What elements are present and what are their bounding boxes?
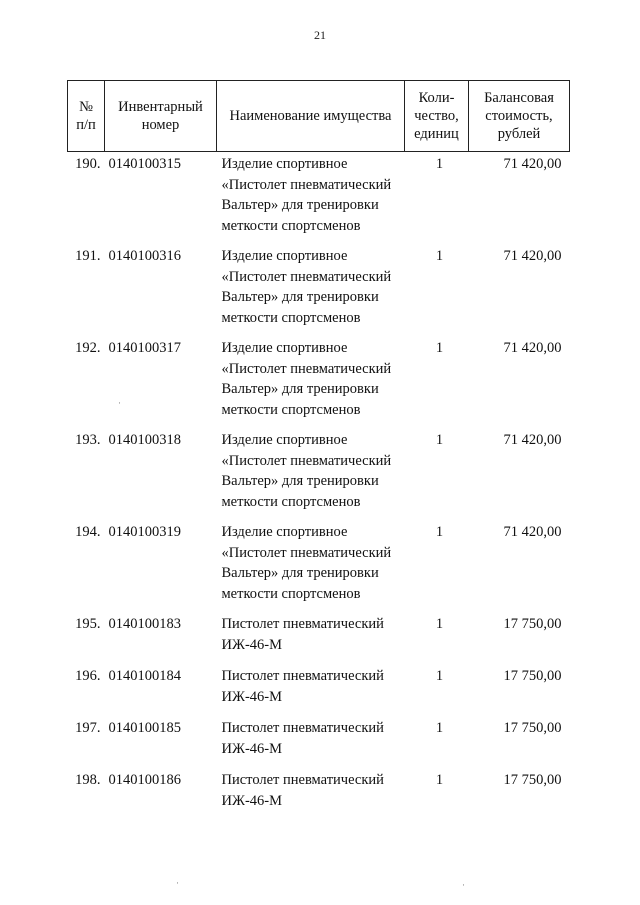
- property-name-line: Изделие спортивное: [221, 340, 348, 356]
- balance-cost: 71 420,00: [503, 432, 562, 448]
- property-name: [217, 718, 405, 770]
- balance-cost: 17 750,00: [503, 616, 562, 632]
- row-number: 193.: [75, 432, 101, 448]
- table-body: [68, 152, 570, 823]
- table-row: [68, 152, 570, 247]
- table-row: [68, 430, 570, 522]
- property-name-line: Пистолет пневматический: [221, 668, 384, 684]
- property-name: [217, 614, 405, 666]
- quantity: 1: [435, 248, 444, 264]
- table-row: [68, 522, 570, 614]
- property-name-line: Пистолет пневматический: [221, 720, 384, 736]
- property-name: [217, 152, 405, 247]
- property-name: [217, 666, 405, 718]
- row-number: 190.: [75, 156, 101, 172]
- balance-cost: 71 420,00: [503, 156, 562, 172]
- property-name-line: ИЖ-46-М: [221, 740, 283, 757]
- quantity: 1: [435, 616, 444, 632]
- property-name-line: ИЖ-46-М: [221, 688, 283, 705]
- header-inventory-line-1: Инвентарный: [118, 99, 203, 115]
- property-name-line: Вальтер» для тренировки: [221, 381, 379, 397]
- row-number: 192.: [75, 340, 101, 356]
- inventory-number: 0140100315: [108, 156, 181, 172]
- row-number: 191.: [75, 248, 101, 264]
- property-name-line: меткости спортсменов: [221, 401, 361, 418]
- property-name-line: меткости спортсменов: [221, 217, 361, 234]
- header-name: [217, 81, 405, 152]
- inventory-table: [67, 80, 570, 822]
- quantity: 1: [435, 432, 444, 448]
- row-number: 197.: [75, 720, 101, 736]
- table-row: [68, 614, 570, 666]
- quantity: 1: [435, 340, 444, 356]
- table-row: [68, 338, 570, 430]
- property-name-line: Вальтер» для тренировки: [221, 473, 379, 489]
- property-name-line: «Пистолет пневматический: [221, 452, 392, 469]
- table-row: [68, 770, 570, 822]
- property-name-line: «Пистолет пневматический: [221, 544, 392, 561]
- property-name-line: Вальтер» для тренировки: [221, 197, 379, 213]
- header-quantity-line-1: Коли-: [418, 90, 455, 106]
- property-name-line: Вальтер» для тренировки: [221, 289, 379, 305]
- balance-cost: 71 420,00: [503, 524, 562, 540]
- header-quantity-line-3: единиц: [414, 126, 459, 142]
- balance-cost: 71 420,00: [503, 248, 562, 264]
- row-number: 198.: [75, 772, 101, 788]
- quantity: 1: [435, 524, 444, 540]
- inventory-number: 0140100185: [108, 720, 181, 736]
- table-row: [68, 246, 570, 338]
- header-cost-line-2: стоимость,: [485, 108, 553, 124]
- scan-speck: ·: [118, 398, 121, 408]
- header-name-line-1: Наименование имущества: [229, 108, 392, 124]
- balance-cost: 17 750,00: [503, 772, 562, 788]
- property-name-line: Изделие спортивное: [221, 248, 348, 264]
- header-num: [68, 81, 105, 152]
- property-name-line: «Пистолет пневматический: [221, 268, 392, 285]
- inventory-number: 0140100186: [108, 772, 181, 788]
- header-num-line-2: п/п: [76, 117, 96, 133]
- property-name: [217, 246, 405, 338]
- inventory-number: 0140100317: [108, 340, 181, 356]
- row-number: 196.: [75, 668, 101, 684]
- header-quantity: [405, 81, 469, 152]
- row-number: 195.: [75, 616, 101, 632]
- inventory-number: 0140100183: [108, 616, 181, 632]
- quantity: 1: [435, 772, 444, 788]
- inventory-number: 0140100318: [108, 432, 181, 448]
- balance-cost: 17 750,00: [503, 668, 562, 684]
- property-name: [217, 430, 405, 522]
- property-name-line: ИЖ-46-М: [221, 792, 283, 809]
- header-inventory-line-2: номер: [141, 117, 180, 133]
- property-name: [217, 770, 405, 822]
- property-name-line: Пистолет пневматический: [221, 616, 384, 632]
- inventory-number: 0140100316: [108, 248, 181, 264]
- property-name-line: меткости спортсменов: [221, 493, 361, 510]
- property-name-line: «Пистолет пневматический: [221, 176, 392, 193]
- table-row: [68, 718, 570, 770]
- quantity: 1: [435, 668, 444, 684]
- inventory-number: 0140100184: [108, 668, 181, 684]
- inventory-number: 0140100319: [108, 524, 181, 540]
- page-number: 21: [314, 28, 326, 42]
- header-cost-line-3: рублей: [497, 126, 541, 142]
- property-name-line: меткости спортсменов: [221, 585, 361, 602]
- property-name-line: Изделие спортивное: [221, 432, 348, 448]
- property-name-line: Изделие спортивное: [221, 524, 348, 540]
- property-name-line: меткости спортсменов: [221, 309, 361, 326]
- property-name-line: Изделие спортивное: [221, 156, 348, 172]
- row-number: 194.: [75, 524, 101, 540]
- header-num-line-1: №: [79, 99, 93, 115]
- quantity: 1: [435, 156, 444, 172]
- property-name-line: «Пистолет пневматический: [221, 360, 392, 377]
- header-cost-line-1: Балансовая: [484, 90, 554, 106]
- balance-cost: 71 420,00: [503, 340, 562, 356]
- scan-speck: ·: [176, 878, 179, 888]
- table-header: [68, 81, 570, 152]
- property-name-line: Вальтер» для тренировки: [221, 565, 379, 581]
- header-row: [68, 81, 570, 152]
- property-name-line: ИЖ-46-М: [221, 636, 283, 653]
- balance-cost: 17 750,00: [503, 720, 562, 736]
- quantity: 1: [435, 720, 444, 736]
- header-quantity-line-2: чество,: [414, 108, 459, 124]
- header-cost: [469, 81, 570, 152]
- property-name: [217, 338, 405, 430]
- scan-speck: ·: [462, 880, 465, 890]
- property-name-line: Пистолет пневматический: [221, 772, 384, 788]
- property-name: [217, 522, 405, 614]
- table-row: [68, 666, 570, 718]
- header-inventory: [105, 81, 217, 152]
